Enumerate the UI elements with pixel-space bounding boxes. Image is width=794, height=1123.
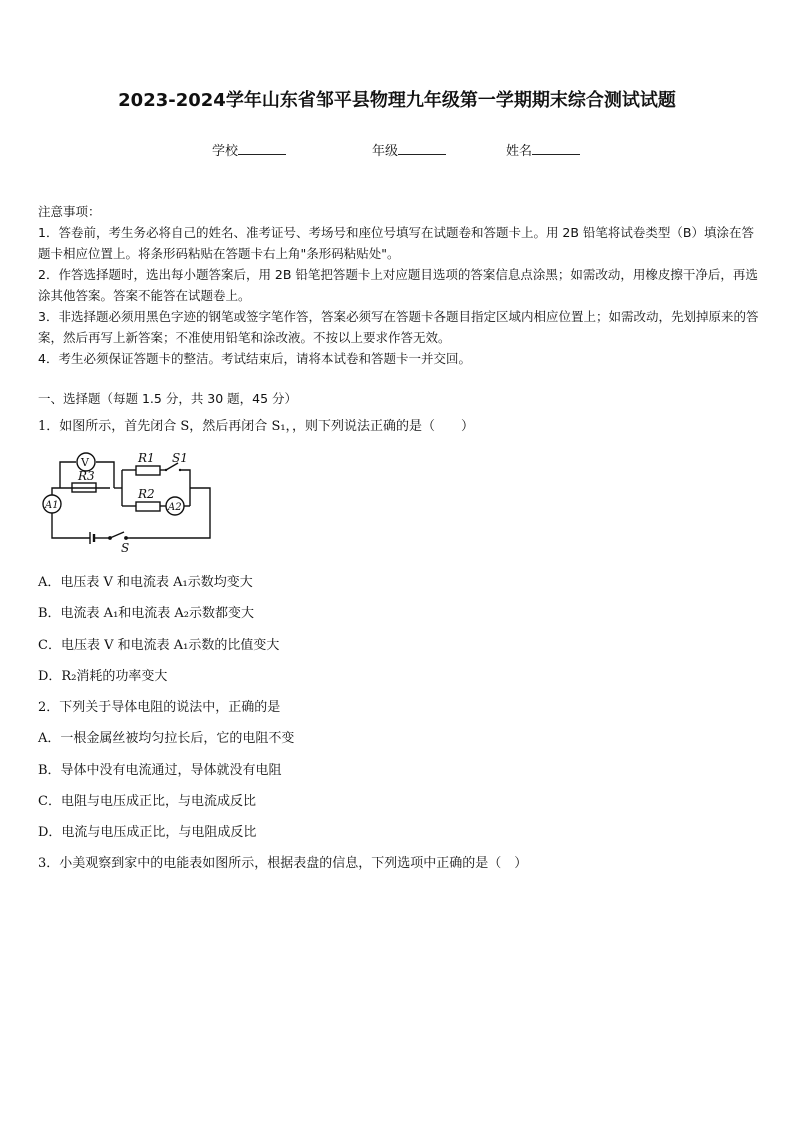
name-label: 姓名 (506, 144, 533, 159)
a1-label: A1 (45, 500, 59, 511)
switch-s-label: S (121, 541, 130, 555)
voltmeter-label: V (81, 456, 89, 469)
question-2-stem: 2．下列关于导体电阻的说法中，正确的是 (38, 700, 281, 715)
note-item: 4．考生必须保证答题卡的整洁。考试结束后，请将本试卷和答题卡一并交回。 (38, 351, 471, 366)
option[interactable]: D．R₂消耗的功率变大 (38, 669, 168, 684)
school-label: 学校 (212, 144, 239, 159)
notes-block (38, 201, 760, 369)
r2-label: R2 (138, 487, 155, 501)
a2-label: A2 (168, 502, 182, 513)
grade-blank[interactable] (398, 142, 446, 155)
option[interactable]: B．导体中没有电流通过，导体就没有电阻 (38, 763, 282, 778)
name-field (506, 140, 580, 159)
note-item: 3．非选择题必须用黑色字迹的钢笔或签字笔作答，答案必须写在答题卡各题目指定区域内相应位置上；如需改动，先划掉原来的答案，然后再写上新答案；不准使用铅笔和涂改液。不按以上要求作答无效。 (38, 309, 759, 345)
option[interactable]: B．电流表 A₁和电流表 A₂示数都变大 (38, 606, 255, 621)
note-item: 2．作答选择题时，选出每小题答案后，用 2B 铅笔把答题卡上对应题目选项的答案信息点涂黑；如需改动，用橡皮擦干净后，再选涂其他答案。答案不能答在试题卷上。 (38, 267, 758, 303)
option[interactable]: D．电流与电压成正比，与电阻成反比 (38, 825, 257, 840)
grade-field (372, 140, 446, 159)
option[interactable]: A．电压表 V 和电流表 A₁示数均变大 (38, 575, 253, 590)
s1-label: S1 (172, 451, 188, 465)
question-1-stem: 1．如图所示，首先闭合 S，然后再闭合 S₁，，则下列说法正确的是（ ） (38, 419, 475, 434)
note-item: 1．答卷前，考生务必将自己的姓名、准考证号、考场号和座位号填写在试题卷和答题卡上。用 2B 铅笔将试卷类型（B）填涂在答题卡相应位置上。将条形码粘贴在答题卡右上角"条形码粘贴处"。 (38, 225, 755, 261)
circuit-diagram (38, 448, 218, 555)
notes-heading: 注意事项： (38, 204, 101, 219)
page-title: 2023-2024学年山东省邹平县物理九年级第一学期期末综合测试试题 (118, 90, 676, 111)
section-heading: 一、选择题（每题 1.5 分，共 30 题，45 分） (38, 391, 298, 406)
name-blank[interactable] (532, 142, 580, 155)
grade-label: 年级 (372, 144, 399, 159)
r1-label: R1 (138, 451, 155, 465)
option[interactable]: A．一根金属丝被均匀拉长后，它的电阻不变 (38, 731, 295, 746)
option[interactable]: C．电阻与电压成正比，与电流成反比 (38, 794, 256, 809)
r3-label: R3 (78, 469, 95, 483)
school-field (212, 140, 286, 159)
option[interactable]: C．电压表 V 和电流表 A₁示数的比值变大 (38, 638, 280, 653)
question-3-stem: 3．小美观察到家中的电能表如图所示，根据表盘的信息，下列选项中正确的是（ ） (38, 856, 528, 871)
school-blank[interactable] (238, 142, 286, 155)
